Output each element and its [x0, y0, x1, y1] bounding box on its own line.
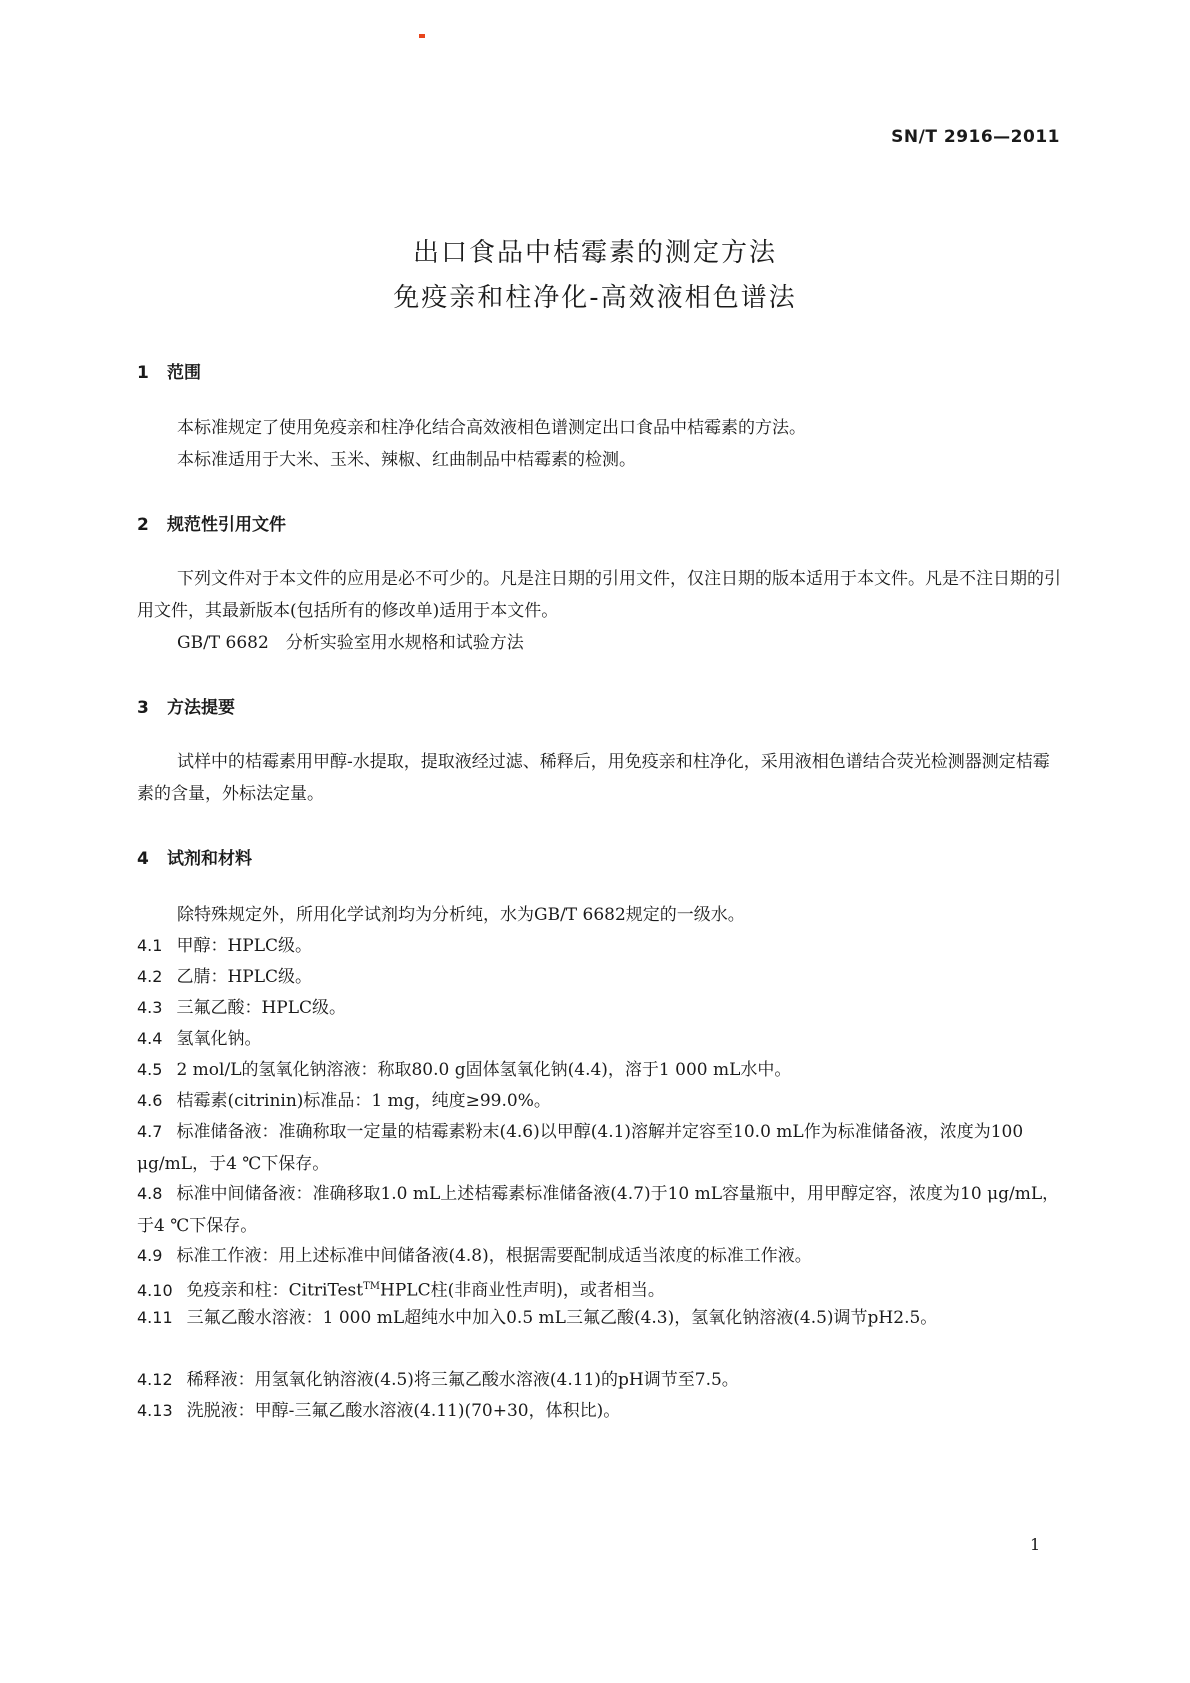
- list-item: [137, 1054, 1061, 1086]
- section-title: 范围: [167, 363, 201, 383]
- item-text: 标准工作液：用上述标准中间储备液(4.8)，根据需要配制成适当浓度的标准工作液。: [176, 1246, 812, 1266]
- section-number: 4: [137, 849, 149, 869]
- section-2-heading: [137, 510, 286, 535]
- list-item: [137, 1178, 1061, 1242]
- section-4-heading: [137, 844, 252, 869]
- item-text: 三氟乙酸：HPLC级。: [176, 998, 347, 1018]
- list-item: [137, 1240, 1061, 1272]
- item-number: 4.13: [137, 1401, 173, 1420]
- section-number: 2: [137, 515, 149, 535]
- section-2-paragraph-1: 下列文件对于本文件的应用是必不可少的。凡是注日期的引用文件，仅注日期的版本适用于本文件。凡是不注日期的引用文件，其最新版本(包括所有的修改单)适用于本文件。: [137, 569, 1061, 621]
- item-text: 三氟乙酸水溶液：1 000 mL超纯水中加入0.5 mL三氟乙酸(4.3)，氢氧化钠溶液(4.5)调节pH2.5。: [186, 1308, 938, 1328]
- standard-number: SN/T 2916—2011: [891, 127, 1060, 147]
- section-number: 3: [137, 698, 149, 718]
- item-number: 4.12: [137, 1370, 173, 1389]
- section-3-paragraph-1: 试样中的桔霉素用甲醇-水提取，提取液经过滤、稀释后，用免疫亲和柱净化，采用液相色谱结合荧光检测器测定桔霉素的含量，外标法定量。: [137, 752, 1050, 804]
- item-text: 免疫亲和柱：CitriTest: [186, 1280, 364, 1301]
- item-text: 甲醇：HPLC级。: [176, 936, 313, 956]
- section-number: 1: [137, 363, 149, 383]
- normative-reference: GB/T 6682 分析实验室用水规格和试验方法: [177, 633, 524, 653]
- item-text: 洗脱液：甲醇-三氟乙酸水溶液(4.11)(70+30，体积比)。: [186, 1401, 621, 1421]
- section-title: 规范性引用文件: [167, 515, 286, 535]
- item-number: 4.5: [137, 1060, 163, 1079]
- list-item: [137, 1364, 1061, 1396]
- page-number: 1: [1030, 1535, 1041, 1554]
- item-number: 4.7: [137, 1122, 163, 1141]
- section-4-intro: 除特殊规定外，所用化学试剂均为分析纯，水为GB/T 6682规定的一级水。: [177, 905, 745, 925]
- list-item: [137, 930, 1061, 962]
- item-text: 2 mol/L的氢氧化钠溶液：称取80.0 g固体氢氧化钠(4.4)，溶于1 000 mL水中。: [176, 1060, 792, 1080]
- item-number: 4.8: [137, 1184, 163, 1203]
- item-text: 氢氧化钠。: [176, 1029, 262, 1049]
- section-title: 方法提要: [167, 698, 235, 718]
- section-1-paragraph-1: 本标准规定了使用免疫亲和柱净化结合高效液相色谱测定出口食品中桔霉素的方法。: [177, 418, 806, 438]
- trademark-superscript: TM: [363, 1281, 381, 1292]
- section-title: 试剂和材料: [167, 849, 252, 869]
- item-text: 乙腈：HPLC级。: [176, 967, 313, 987]
- list-item: [137, 1085, 1061, 1117]
- list-item: [137, 992, 1061, 1024]
- section-1-heading: [137, 358, 201, 383]
- list-item: [137, 1302, 1061, 1334]
- item-number: 4.6: [137, 1091, 163, 1110]
- item-number: 4.11: [137, 1308, 173, 1327]
- item-number: 4.10: [137, 1280, 173, 1300]
- decorative-mark: [419, 34, 425, 38]
- list-item: [137, 961, 1061, 993]
- item-text: 稀释液：用氢氧化钠溶液(4.5)将三氟乙酸水溶液(4.11)的pH调节至7.5。: [186, 1370, 739, 1390]
- list-item: [137, 1023, 1061, 1055]
- item-number: 4.2: [137, 967, 163, 986]
- document-title-line2: 免疫亲和柱净化-高效液相色谱法: [393, 283, 797, 313]
- item-text: 桔霉素(citrinin)标准品：1 mg，纯度≥99.0%。: [176, 1091, 551, 1111]
- item-number: 4.3: [137, 998, 163, 1017]
- item-number: 4.9: [137, 1246, 163, 1265]
- list-item: [137, 1395, 1061, 1427]
- item-number: 4.4: [137, 1029, 163, 1048]
- item-text: 标准中间储备液：准确移取1.0 mL上述桔霉素标准储备液(4.7)于10 mL容量瓶中，用甲醇定容，浓度为10 μg/mL，于4 ℃下保存。: [137, 1184, 1060, 1236]
- section-3-heading: [137, 693, 235, 718]
- item-number: 4.1: [137, 936, 163, 955]
- item-text-continued: HPLC柱(非商业性声明)，或者相当。: [380, 1280, 665, 1301]
- item-text: 标准储备液：准确称取一定量的桔霉素粉末(4.6)以甲醇(4.1)溶解并定容至10.0 mL作为标准储备液，浓度为100 μg/mL，于4 ℃下保存。: [137, 1122, 1024, 1174]
- list-item: [137, 1116, 1061, 1180]
- section-1-paragraph-2: 本标准适用于大米、玉米、辣椒、红曲制品中桔霉素的检测。: [177, 450, 636, 470]
- document-title-line1: 出口食品中桔霉素的测定方法: [412, 238, 777, 268]
